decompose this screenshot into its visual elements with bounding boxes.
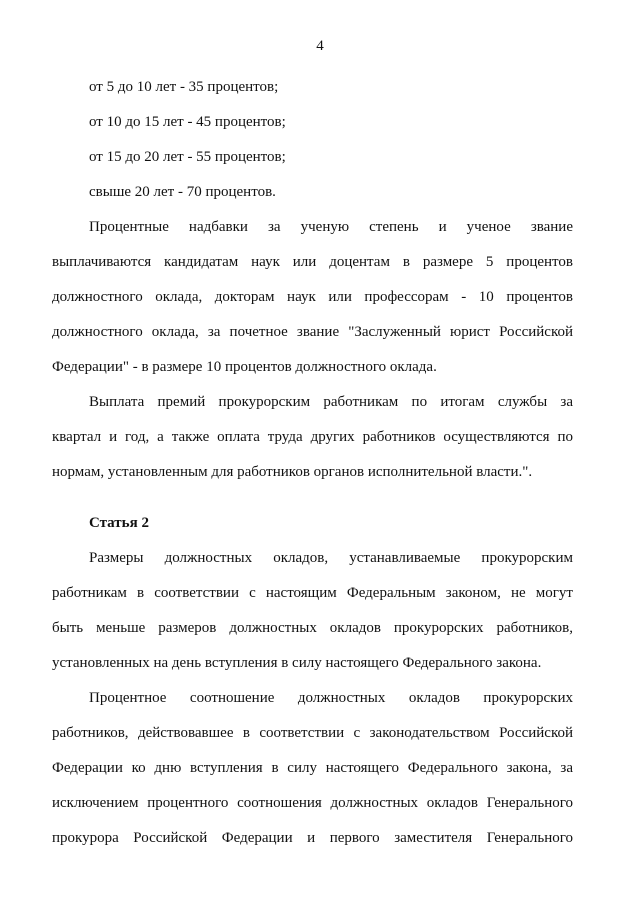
paragraph-line: быть меньше размеров должностных окладов прокурорских работников, xyxy=(52,620,573,636)
paragraph-line: Федерации ко дню вступления в силу настоящего Федерального закона, за xyxy=(52,760,573,776)
paragraph-line: Процентные надбавки за ученую степень и ученое звание xyxy=(89,219,573,235)
paragraph-degree-allowances xyxy=(52,216,573,391)
paragraph-line: Процентное соотношение должностных окладов прокурорских xyxy=(89,690,573,706)
paragraph-line: должностного оклада, докторам наук или профессорам - 10 процентов xyxy=(52,289,573,305)
paragraph-line: выплачиваются кандидатам наук или доцентам в размере 5 процентов xyxy=(52,254,573,270)
paragraph-salary-ratio xyxy=(52,687,573,862)
paragraph-bonus-payments xyxy=(52,391,573,496)
paragraph-line: должностного оклада, за почетное звание "Заслуженный юрист Российской xyxy=(52,324,573,340)
list-item: свыше 20 лет - 70 процентов. xyxy=(89,184,276,200)
paragraph-line: работникам в соответствии с настоящим Федеральным законом, не могут xyxy=(52,585,573,601)
list-item: от 10 до 15 лет - 45 процентов; xyxy=(89,114,286,130)
document-body xyxy=(52,76,573,862)
paragraph-line: Размеры должностных окладов, устанавливаемые прокурорским xyxy=(89,550,573,566)
paragraph-line: работников, действовавшее в соответствии с законодательством Российской xyxy=(52,725,573,741)
paragraph-salary-sizes xyxy=(52,547,573,687)
list-item: от 15 до 20 лет - 55 процентов; xyxy=(89,149,286,165)
list-item: от 5 до 10 лет - 35 процентов; xyxy=(89,79,279,95)
page-number: 4 xyxy=(316,38,324,54)
seniority-list xyxy=(52,76,573,216)
paragraph-line: Выплата премий прокурорским работникам по итогам службы за xyxy=(89,394,573,410)
paragraph-line: нормам, установленным для работников органов исполнительной власти.". xyxy=(52,464,533,480)
paragraph-line: Федерации" - в размере 10 процентов должностного оклада. xyxy=(52,359,437,375)
paragraph-line: установленных на день вступления в силу настоящего Федерального закона. xyxy=(52,655,542,671)
paragraph-line: прокурора Российской Федерации и первого заместителя Генерального xyxy=(52,830,573,846)
article-heading: Статья 2 xyxy=(89,515,149,531)
paragraph-line: квартал и год, а также оплата труда других работников осуществляются по xyxy=(52,429,573,445)
paragraph-line: исключением процентного соотношения должностных окладов Генерального xyxy=(52,795,573,811)
